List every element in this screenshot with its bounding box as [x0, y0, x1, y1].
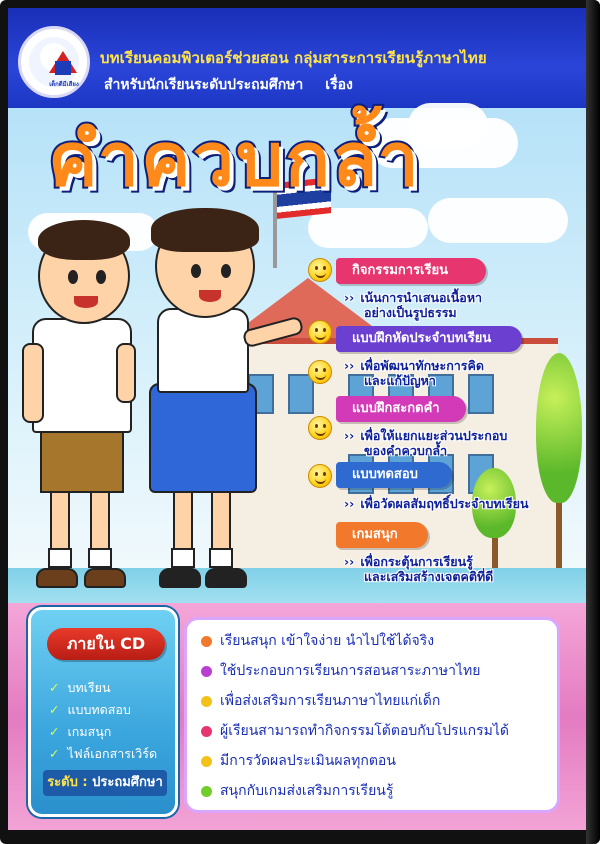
- feature-desc-test: [344, 496, 529, 511]
- benefit-text: สนุกกับเกมส่งเสริมการเรียนรู้: [220, 783, 394, 799]
- benefit-text: ใช้ประกอบการเรียนการสอนสาระภาษาไทย: [220, 663, 481, 679]
- benefit-text: เรียนสนุก เข้าใจง่าย นำไปใช้ได้จริง: [220, 633, 435, 649]
- logo-house-shape: [55, 61, 71, 75]
- feature-desc-line: และเสริมสร้างเจตคติที่ดี: [364, 569, 494, 584]
- feature-desc-line: อย่างเป็นรูปธรรม: [364, 305, 457, 320]
- bullet-icon: [201, 696, 212, 707]
- header-topic-label: เรื่อง: [325, 77, 353, 93]
- feature-desc-line: เพื่อวัดผลสัมฤทธิ์ประจำบทเรียน: [360, 496, 529, 511]
- cd-item-label: เกมสนุก: [67, 724, 112, 739]
- benefit-text: มีการวัดผลประเมินผลทุกตอน: [220, 753, 396, 769]
- level-key: ระดับ :: [47, 775, 88, 790]
- boy-hair: [38, 220, 130, 260]
- boy-eye: [96, 270, 106, 284]
- cloud: [428, 198, 568, 243]
- cd-item-test: [49, 700, 131, 720]
- feature-desc-activities: [344, 290, 482, 320]
- check-icon: ✓: [49, 702, 60, 717]
- girl-shoe: [205, 568, 247, 588]
- chevron-icon: ››: [344, 428, 355, 443]
- bullet-icon: [201, 666, 212, 677]
- chevron-icon: ››: [344, 554, 355, 569]
- cd-item-label: ไฟล์เอกสารเวิร์ด: [67, 746, 158, 761]
- cd-contents-title: ภายใน CD: [47, 628, 165, 660]
- feature-label-activities: กิจกรรมการเรียน: [336, 258, 486, 284]
- boy-mouth: [74, 296, 98, 308]
- girl-sock: [209, 548, 233, 568]
- feature-label-games: เกมสนุก: [336, 522, 428, 548]
- cd-item-lesson: [49, 678, 111, 698]
- logo: [18, 26, 90, 98]
- level-value: ประถมศึกษา: [92, 775, 163, 790]
- benefit-item: [201, 690, 440, 712]
- girl-character: [143, 208, 313, 598]
- boy-arm: [22, 343, 44, 423]
- bullet-icon: [201, 756, 212, 767]
- cd-item-games: [49, 722, 111, 742]
- feature-label-spelling: แบบฝึกสะกดคำ: [336, 396, 466, 422]
- girl-shirt: [157, 308, 249, 393]
- check-icon: ✓: [49, 680, 60, 695]
- benefit-item: [201, 780, 393, 802]
- logo-emblem: [29, 37, 79, 87]
- cd-contents-box: [28, 607, 178, 817]
- girl-shoe: [159, 568, 201, 588]
- benefit-text: ผู้เรียนสามารถทำกิจกรรมโต้ตอบกับโปรแกรมได้: [220, 723, 509, 739]
- chevron-icon: ››: [344, 496, 355, 511]
- boy-eye: [68, 270, 78, 284]
- smiley-icon: [308, 464, 332, 488]
- feature-desc-line: เพื่อกระตุ้นการเรียนรู้: [360, 554, 473, 569]
- boy-shorts: [40, 423, 124, 493]
- feature-desc-exercises: [344, 358, 484, 388]
- girl-skirt: [149, 383, 257, 493]
- boy-shoe: [84, 568, 126, 588]
- girl-arm: [242, 316, 305, 349]
- header-level-line: [104, 74, 353, 96]
- cover-spine: [586, 0, 600, 844]
- benefit-text: เพื่อส่งเสริมการเรียนภาษาไทยแก่เด็ก: [220, 693, 441, 709]
- feature-desc-line: เพื่อให้แยกแยะส่วนประกอบ: [360, 428, 508, 443]
- check-icon: ✓: [49, 746, 60, 761]
- bullet-icon: [201, 636, 212, 647]
- logo-text: เด็กดีมีเสียง: [49, 81, 79, 88]
- smiley-icon: [308, 320, 332, 344]
- feature-desc-spelling: [344, 428, 507, 458]
- cd-item-label: บทเรียน: [67, 680, 111, 695]
- girl-sock: [171, 548, 195, 568]
- bullet-icon: [201, 726, 212, 737]
- boy-arm: [116, 343, 136, 403]
- boy-character: [18, 208, 158, 598]
- tree: [536, 353, 582, 503]
- benefit-item: [201, 750, 396, 772]
- feature-desc-line: และแก้ปัญหา: [364, 373, 436, 388]
- check-icon: ✓: [49, 724, 60, 739]
- girl-eye: [191, 264, 201, 278]
- cd-item-label: แบบทดสอบ: [67, 702, 131, 717]
- smiley-icon: [308, 416, 332, 440]
- smiley-icon: [308, 360, 332, 384]
- feature-desc-line: เพื่อพัฒนาทักษะการคิด: [360, 358, 484, 373]
- feature-desc-line: เน้นการนำเสนอเนื้อหา: [360, 290, 483, 305]
- benefit-item: [201, 660, 480, 682]
- benefit-item: [201, 630, 434, 652]
- cd-level-badge: [43, 770, 167, 796]
- header-bar: [8, 8, 586, 108]
- chevron-icon: ››: [344, 358, 355, 373]
- boy-shoe: [36, 568, 78, 588]
- feature-desc-line: ของคำควบกล้ำ: [364, 443, 448, 458]
- header-subject-line: บทเรียนคอมพิวเตอร์ช่วยสอน กลุ่มสาระการเรียนรู้ภาษาไทย: [100, 49, 487, 67]
- boy-sock: [88, 548, 112, 568]
- smiley-icon: [308, 258, 332, 282]
- feature-label-exercises: แบบฝึกหัดประจำบทเรียน: [336, 326, 522, 352]
- header-level-text: สำหรับนักเรียนระดับประถมศึกษา: [104, 77, 304, 93]
- boy-sock: [48, 548, 72, 568]
- girl-mouth: [199, 290, 221, 302]
- cover-title: คำควบกล้ำ: [48, 117, 421, 203]
- benefit-item: [201, 720, 509, 742]
- cd-item-word-files: [49, 744, 157, 764]
- feature-desc-games: [344, 554, 493, 584]
- benefits-box: [184, 617, 560, 813]
- girl-eye: [221, 264, 231, 278]
- feature-label-test: แบบทดสอบ: [336, 462, 452, 488]
- chevron-icon: ››: [344, 290, 355, 305]
- bullet-icon: [201, 786, 212, 797]
